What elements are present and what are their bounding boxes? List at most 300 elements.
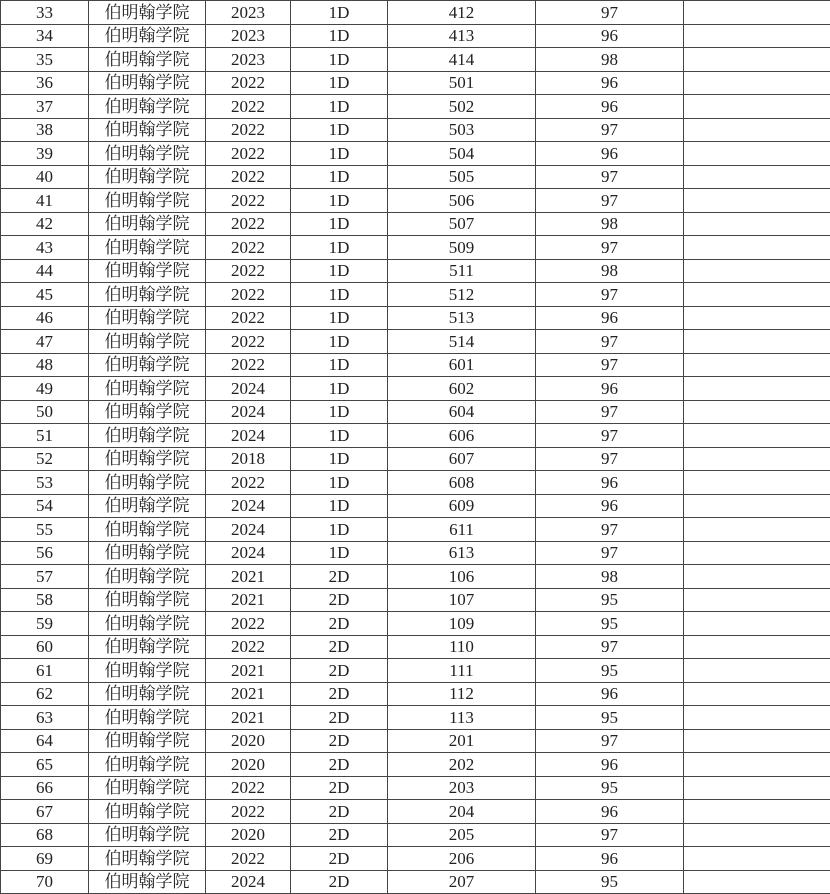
class-code-cell: 1D [291,71,388,95]
room-number-cell: 502 [388,95,536,119]
table-row [1,118,830,142]
score-cell: 97 [536,118,684,142]
row-index-cell: 50 [1,400,89,424]
empty-cell [684,283,830,307]
score-cell: 98 [536,212,684,236]
year-cell: 2022 [206,189,291,213]
empty-cell [684,400,830,424]
table-row [1,95,830,119]
school-name-cell: 伯明翰学院 [89,447,206,471]
table-row [1,212,830,236]
row-index-cell: 53 [1,471,89,495]
row-index-cell: 36 [1,71,89,95]
year-cell: 2022 [206,95,291,119]
room-number-cell: 609 [388,494,536,518]
table-row [1,189,830,213]
room-number-cell: 205 [388,823,536,847]
score-cell: 95 [536,659,684,683]
school-name-cell: 伯明翰学院 [89,847,206,871]
year-cell: 2021 [206,706,291,730]
empty-cell [684,635,830,659]
room-number-cell: 201 [388,729,536,753]
school-name-cell: 伯明翰学院 [89,283,206,307]
year-cell: 2022 [206,471,291,495]
empty-cell [684,118,830,142]
year-cell: 2022 [206,212,291,236]
row-index-cell: 67 [1,800,89,824]
room-number-cell: 606 [388,424,536,448]
empty-cell [684,823,830,847]
empty-cell [684,588,830,612]
class-code-cell: 2D [291,706,388,730]
score-cell: 96 [536,682,684,706]
table-row [1,494,830,518]
empty-cell [684,95,830,119]
row-index-cell: 38 [1,118,89,142]
table-row [1,165,830,189]
year-cell: 2022 [206,306,291,330]
school-name-cell: 伯明翰学院 [89,142,206,166]
year-cell: 2021 [206,659,291,683]
score-cell: 96 [536,142,684,166]
table-row [1,870,830,894]
table-row [1,71,830,95]
class-code-cell: 2D [291,659,388,683]
school-name-cell: 伯明翰学院 [89,823,206,847]
row-index-cell: 35 [1,48,89,72]
school-name-cell: 伯明翰学院 [89,729,206,753]
score-cell: 97 [536,165,684,189]
room-number-cell: 601 [388,353,536,377]
school-name-cell: 伯明翰学院 [89,471,206,495]
row-index-cell: 61 [1,659,89,683]
empty-cell [684,471,830,495]
class-code-cell: 2D [291,753,388,777]
score-cell: 97 [536,424,684,448]
empty-cell [684,682,830,706]
room-number-cell: 608 [388,471,536,495]
room-number-cell: 511 [388,259,536,283]
year-cell: 2022 [206,800,291,824]
score-cell: 97 [536,330,684,354]
room-number-cell: 107 [388,588,536,612]
school-name-cell: 伯明翰学院 [89,682,206,706]
row-index-cell: 37 [1,95,89,119]
score-cell: 96 [536,471,684,495]
table-row [1,612,830,636]
room-number-cell: 505 [388,165,536,189]
table-row [1,400,830,424]
row-index-cell: 69 [1,847,89,871]
table-row [1,236,830,260]
empty-cell [684,447,830,471]
empty-cell [684,48,830,72]
school-name-cell: 伯明翰学院 [89,870,206,894]
school-name-cell: 伯明翰学院 [89,494,206,518]
room-number-cell: 112 [388,682,536,706]
year-cell: 2024 [206,377,291,401]
class-code-cell: 1D [291,447,388,471]
row-index-cell: 41 [1,189,89,213]
class-code-cell: 1D [291,471,388,495]
class-code-cell: 1D [291,353,388,377]
year-cell: 2021 [206,565,291,589]
row-index-cell: 68 [1,823,89,847]
table-row [1,588,830,612]
year-cell: 2024 [206,870,291,894]
table-row [1,306,830,330]
row-index-cell: 58 [1,588,89,612]
class-code-cell: 1D [291,95,388,119]
row-index-cell: 54 [1,494,89,518]
table-row [1,823,830,847]
score-cell: 95 [536,588,684,612]
school-name-cell: 伯明翰学院 [89,377,206,401]
room-number-cell: 607 [388,447,536,471]
room-number-cell: 109 [388,612,536,636]
year-cell: 2022 [206,259,291,283]
room-number-cell: 204 [388,800,536,824]
year-cell: 2022 [206,612,291,636]
school-name-cell: 伯明翰学院 [89,118,206,142]
score-cell: 97 [536,353,684,377]
school-name-cell: 伯明翰学院 [89,330,206,354]
room-number-cell: 602 [388,377,536,401]
row-index-cell: 51 [1,424,89,448]
school-name-cell: 伯明翰学院 [89,706,206,730]
row-index-cell: 57 [1,565,89,589]
row-index-cell: 44 [1,259,89,283]
year-cell: 2022 [206,776,291,800]
class-code-cell: 1D [291,400,388,424]
row-index-cell: 42 [1,212,89,236]
school-name-cell: 伯明翰学院 [89,236,206,260]
year-cell: 2018 [206,447,291,471]
table-row [1,518,830,542]
score-cell: 96 [536,494,684,518]
school-name-cell: 伯明翰学院 [89,189,206,213]
row-index-cell: 66 [1,776,89,800]
year-cell: 2020 [206,823,291,847]
year-cell: 2022 [206,118,291,142]
score-cell: 96 [536,71,684,95]
class-code-cell: 1D [291,518,388,542]
row-index-cell: 46 [1,306,89,330]
room-number-cell: 604 [388,400,536,424]
table-row [1,471,830,495]
table-row [1,1,830,25]
class-code-cell: 2D [291,682,388,706]
row-index-cell: 60 [1,635,89,659]
empty-cell [684,71,830,95]
school-name-cell: 伯明翰学院 [89,541,206,565]
empty-cell [684,541,830,565]
empty-cell [684,800,830,824]
room-number-cell: 111 [388,659,536,683]
school-name-cell: 伯明翰学院 [89,306,206,330]
class-code-cell: 1D [291,48,388,72]
score-cell: 96 [536,377,684,401]
empty-cell [684,24,830,48]
row-index-cell: 70 [1,870,89,894]
year-cell: 2024 [206,400,291,424]
empty-cell [684,142,830,166]
class-code-cell: 1D [291,24,388,48]
class-code-cell: 2D [291,823,388,847]
year-cell: 2022 [206,330,291,354]
class-code-cell: 1D [291,142,388,166]
year-cell: 2023 [206,24,291,48]
row-index-cell: 47 [1,330,89,354]
class-code-cell: 1D [291,306,388,330]
row-index-cell: 64 [1,729,89,753]
row-index-cell: 65 [1,753,89,777]
empty-cell [684,353,830,377]
table-row [1,682,830,706]
row-index-cell: 59 [1,612,89,636]
school-name-cell: 伯明翰学院 [89,753,206,777]
class-code-cell: 1D [291,165,388,189]
school-name-cell: 伯明翰学院 [89,353,206,377]
class-code-cell: 1D [291,189,388,213]
table-row [1,541,830,565]
score-cell: 96 [536,24,684,48]
empty-cell [684,424,830,448]
room-number-cell: 506 [388,189,536,213]
row-index-cell: 40 [1,165,89,189]
table-row [1,729,830,753]
table-row [1,659,830,683]
year-cell: 2022 [206,236,291,260]
class-code-cell: 1D [291,118,388,142]
year-cell: 2022 [206,635,291,659]
score-cell: 97 [536,400,684,424]
empty-cell [684,847,830,871]
room-number-cell: 203 [388,776,536,800]
year-cell: 2022 [206,847,291,871]
table-row [1,259,830,283]
school-name-cell: 伯明翰学院 [89,565,206,589]
table-row [1,635,830,659]
score-cell: 97 [536,189,684,213]
room-number-cell: 414 [388,48,536,72]
empty-cell [684,212,830,236]
score-cell: 95 [536,612,684,636]
score-cell: 97 [536,518,684,542]
room-number-cell: 207 [388,870,536,894]
score-cell: 96 [536,306,684,330]
class-code-cell: 1D [291,236,388,260]
year-cell: 2024 [206,518,291,542]
empty-cell [684,189,830,213]
year-cell: 2024 [206,424,291,448]
empty-cell [684,377,830,401]
room-number-cell: 206 [388,847,536,871]
class-code-cell: 1D [291,541,388,565]
school-name-cell: 伯明翰学院 [89,424,206,448]
score-cell: 97 [536,541,684,565]
empty-cell [684,565,830,589]
school-name-cell: 伯明翰学院 [89,800,206,824]
score-cell: 97 [536,729,684,753]
class-code-cell: 2D [291,612,388,636]
class-code-cell: 2D [291,800,388,824]
score-cell: 96 [536,95,684,119]
row-index-cell: 48 [1,353,89,377]
class-code-cell: 1D [291,259,388,283]
table-row [1,565,830,589]
empty-cell [684,494,830,518]
row-index-cell: 43 [1,236,89,260]
table-row [1,847,830,871]
room-number-cell: 611 [388,518,536,542]
table-body [1,1,830,894]
year-cell: 2020 [206,729,291,753]
year-cell: 2021 [206,588,291,612]
year-cell: 2022 [206,142,291,166]
room-number-cell: 507 [388,212,536,236]
school-name-cell: 伯明翰学院 [89,48,206,72]
room-number-cell: 412 [388,1,536,25]
score-cell: 95 [536,870,684,894]
school-name-cell: 伯明翰学院 [89,24,206,48]
class-code-cell: 1D [291,424,388,448]
empty-cell [684,165,830,189]
row-index-cell: 55 [1,518,89,542]
table-row [1,776,830,800]
row-index-cell: 33 [1,1,89,25]
table-row [1,142,830,166]
empty-cell [684,306,830,330]
row-index-cell: 62 [1,682,89,706]
score-cell: 97 [536,447,684,471]
score-cell: 98 [536,565,684,589]
table-row [1,330,830,354]
school-name-cell: 伯明翰学院 [89,95,206,119]
class-code-cell: 2D [291,635,388,659]
school-name-cell: 伯明翰学院 [89,635,206,659]
row-index-cell: 49 [1,377,89,401]
year-cell: 2023 [206,48,291,72]
score-cell: 97 [536,1,684,25]
school-name-cell: 伯明翰学院 [89,588,206,612]
row-index-cell: 52 [1,447,89,471]
school-name-cell: 伯明翰学院 [89,518,206,542]
class-code-cell: 2D [291,847,388,871]
room-number-cell: 113 [388,706,536,730]
score-cell: 98 [536,48,684,72]
empty-cell [684,706,830,730]
school-name-cell: 伯明翰学院 [89,71,206,95]
room-number-cell: 512 [388,283,536,307]
table-row [1,353,830,377]
empty-cell [684,1,830,25]
class-code-cell: 1D [291,212,388,236]
class-code-cell: 1D [291,494,388,518]
class-code-cell: 2D [291,588,388,612]
table-row [1,447,830,471]
school-name-cell: 伯明翰学院 [89,259,206,283]
school-name-cell: 伯明翰学院 [89,1,206,25]
row-index-cell: 39 [1,142,89,166]
school-name-cell: 伯明翰学院 [89,659,206,683]
empty-cell [684,729,830,753]
empty-cell [684,870,830,894]
room-number-cell: 613 [388,541,536,565]
class-code-cell: 2D [291,776,388,800]
class-code-cell: 2D [291,870,388,894]
table-row [1,424,830,448]
year-cell: 2022 [206,165,291,189]
class-code-cell: 1D [291,330,388,354]
empty-cell [684,518,830,542]
room-number-cell: 106 [388,565,536,589]
room-number-cell: 413 [388,24,536,48]
score-cell: 96 [536,800,684,824]
class-code-cell: 1D [291,377,388,401]
score-cell: 95 [536,776,684,800]
year-cell: 2023 [206,1,291,25]
score-cell: 97 [536,823,684,847]
table-row [1,48,830,72]
year-cell: 2022 [206,353,291,377]
school-name-cell: 伯明翰学院 [89,165,206,189]
room-number-cell: 513 [388,306,536,330]
school-name-cell: 伯明翰学院 [89,212,206,236]
row-index-cell: 63 [1,706,89,730]
year-cell: 2024 [206,494,291,518]
table-row [1,706,830,730]
class-code-cell: 2D [291,729,388,753]
school-name-cell: 伯明翰学院 [89,776,206,800]
score-cell: 96 [536,753,684,777]
year-cell: 2020 [206,753,291,777]
class-code-cell: 1D [291,1,388,25]
empty-cell [684,612,830,636]
empty-cell [684,330,830,354]
class-code-cell: 2D [291,565,388,589]
score-cell: 97 [536,635,684,659]
year-cell: 2022 [206,71,291,95]
year-cell: 2021 [206,682,291,706]
table-row [1,283,830,307]
score-cell: 97 [536,236,684,260]
year-cell: 2022 [206,283,291,307]
empty-cell [684,776,830,800]
empty-cell [684,236,830,260]
score-cell: 96 [536,847,684,871]
room-number-cell: 503 [388,118,536,142]
row-index-cell: 34 [1,24,89,48]
score-cell: 98 [536,259,684,283]
school-name-cell: 伯明翰学院 [89,400,206,424]
year-cell: 2024 [206,541,291,565]
empty-cell [684,659,830,683]
room-number-cell: 202 [388,753,536,777]
row-index-cell: 45 [1,283,89,307]
row-index-cell: 56 [1,541,89,565]
table-row [1,753,830,777]
table-row [1,800,830,824]
room-number-cell: 501 [388,71,536,95]
empty-cell [684,753,830,777]
room-number-cell: 514 [388,330,536,354]
class-code-cell: 1D [291,283,388,307]
score-cell: 97 [536,283,684,307]
table-row [1,377,830,401]
table-row [1,24,830,48]
room-number-cell: 110 [388,635,536,659]
